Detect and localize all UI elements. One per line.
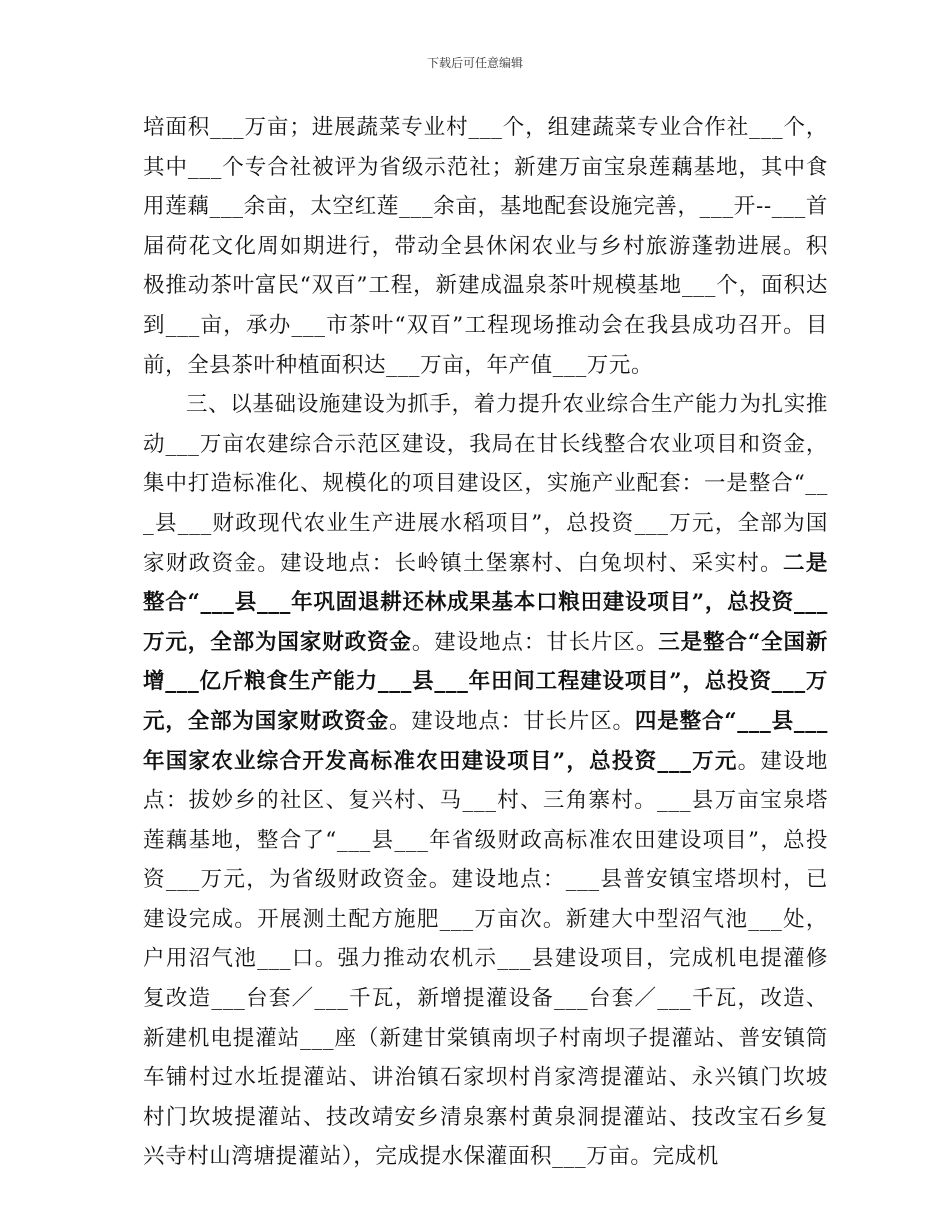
paragraph-2-bold-run-1: 二是整合“___县___年巩固退耕还林成果基本口粮田建设项目”，总投资___万元，全部为国家财政资金 xyxy=(143,550,828,655)
paragraph-1 xyxy=(143,108,828,385)
paragraph-2-run-7: 。建设地点：拔妙乡的社区、复兴村、马___村、三角寨村。___县万亩宝泉塔莲藕基地，整合了“___县___年省级财政高标准农田建设项目”，总投资___万元，为省级财政资金。建设地点：___县普安镇宝塔坝村，已建设完成。开展测土配方施肥___万亩次。新建大中型沼气池___处，户用沼气池___口。强力推动农机示___县建设项目，完成机电提灌修复改造___台套／___千瓦，新增提灌设备___台套／___千瓦，改造、新建机电提灌站___座（新建甘棠镇南坝子村南坝子提灌站、普安镇筒车铺村过水坵提灌站、讲治镇石家坝村肖家湾提灌站、永兴镇门坎坡村门坎坡提灌站、技改靖安乡清泉寨村黄泉洞提灌站、技改宝石乡复兴寺村山湾塘提灌站），完成提水保灌面积___万亩。完成机 xyxy=(143,748,828,1170)
paragraph-2-run-5: 。建设地点：甘长片区。 xyxy=(388,708,635,734)
paragraph-2 xyxy=(143,385,828,1177)
page-header: 下载后可任意编辑 xyxy=(426,56,523,70)
paragraph-1-run-1: 培面积___万亩；进展蔬菜专业村___个，组建蔬菜专业合作社___个，其中___个专合社被评为省级示范社；新建万亩宝泉莲藕基地，其中食用莲藕___余亩，太空红莲___余亩，基地配套设施完善，___开--___首届荷花文化周如期进行，带动全县休闲农业与乡村旅游蓬勃进展。积极推动茶叶富民“双百”工程，新建成温泉茶叶规模基地___个，面积达到___亩，承办___市茶叶“双百”工程现场推动会在我县成功召开。目前，全县茶叶种植面积达___万亩，年产值___万元。 xyxy=(143,115,828,378)
paragraph-2-bold-run-2: 三是整合“全国新增___亿斤粮食生产能力___县___年田间工程建设项目”，总投资___万元，全部为国家财政资金 xyxy=(143,629,829,734)
paragraph-2-run-1: 三、以基础设施建设为抓手，着力提升农业综合生产能力为扎实推动___万亩农建综合示范区建设，我局在甘长线整合农业项目和资金，集中打造标准化、规模化的项目建设区，实施产业配套：一是整合“___县___财政现代农业生产进展水稻项目”，总投资___万元，全部为国家财政资金。建设地点：长岭镇土堡寨村、白兔坝村、采实村。 xyxy=(143,392,828,576)
paragraph-2-run-3: 。建设地点：甘长片区。 xyxy=(411,629,659,655)
document-body xyxy=(143,108,828,1177)
paragraph-2-bold-run-3: 四是整合“___县___年国家农业综合开发高标准农田建设项目”，总投资___万元 xyxy=(143,708,828,774)
